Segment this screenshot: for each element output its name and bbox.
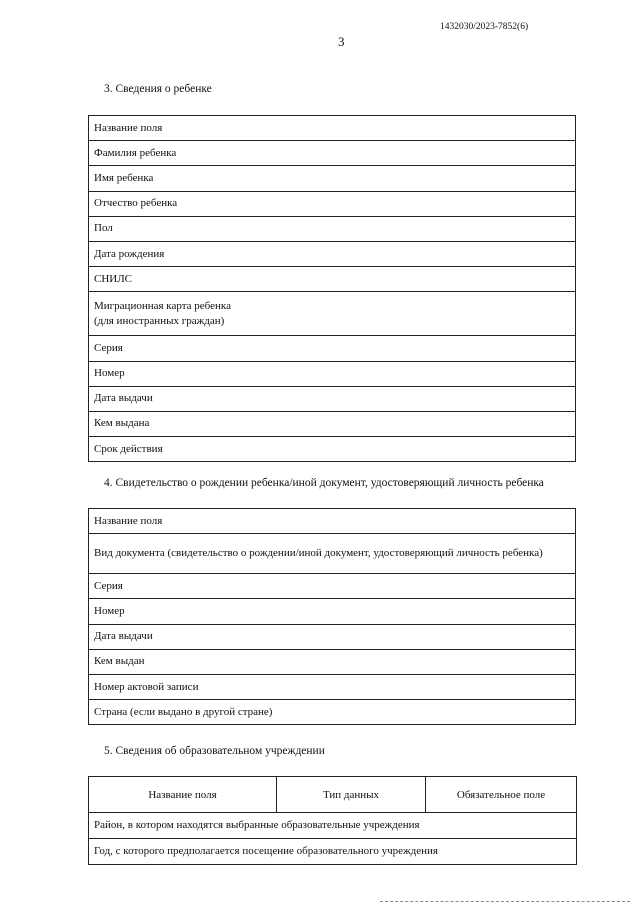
table-row — [89, 839, 577, 865]
field-label: Дата выдачи — [89, 386, 576, 411]
field-label: Кем выдана — [89, 411, 576, 436]
table-row — [89, 166, 576, 191]
column-header-data-type: Тип данных — [277, 777, 426, 813]
table-row — [89, 574, 576, 599]
field-label: Номер актовой записи — [89, 674, 576, 699]
field-label: Дата выдачи — [89, 624, 576, 649]
field-label: Отчество ребенка — [89, 191, 576, 216]
scan-artifact — [380, 897, 630, 902]
field-label: Страна (если выдано в другой стране) — [89, 700, 576, 725]
table-row — [89, 624, 576, 649]
field-label: Вид документа (свидетельство о рождении/иной документ, удостоверяющий личность ребенка) — [89, 534, 576, 574]
column-header-field-name: Название поля — [89, 777, 277, 813]
table-row — [89, 191, 576, 216]
table-row — [89, 411, 576, 436]
table-header-row — [89, 777, 577, 813]
table-row — [89, 813, 577, 839]
field-label: Фамилия ребенка — [89, 141, 576, 166]
field-label: Район, в котором находятся выбранные образовательные учреждения — [89, 813, 577, 839]
field-label: Серия — [89, 574, 576, 599]
table-row — [89, 534, 576, 574]
field-label: Номер — [89, 599, 576, 624]
field-label: Пол — [89, 216, 576, 241]
field-label: Номер — [89, 361, 576, 386]
table-row — [89, 336, 576, 361]
table-row — [89, 509, 576, 534]
field-label: Название поля — [89, 509, 576, 534]
table-row — [89, 216, 576, 241]
field-label: Год, с которого предполагается посещение образовательного учреждения — [89, 839, 577, 865]
field-label: Серия — [89, 336, 576, 361]
table-row — [89, 649, 576, 674]
table-row — [89, 267, 576, 292]
child-info-table — [88, 115, 576, 462]
table-row — [89, 674, 576, 699]
column-header-required: Обязательное поле — [426, 777, 577, 813]
educational-institution-table — [88, 776, 577, 865]
table-row — [89, 361, 576, 386]
field-label: Миграционная карта ребенка (для иностранных граждан) — [89, 292, 576, 336]
table-row — [89, 437, 576, 462]
document-number: 1432030/2023-7852(6) — [440, 22, 529, 32]
field-label: Имя ребенка — [89, 166, 576, 191]
page-number: 3 — [338, 34, 345, 49]
table-row — [89, 116, 576, 141]
table-row — [89, 241, 576, 266]
table-row — [89, 292, 576, 336]
field-label: Срок действия — [89, 437, 576, 462]
section-3-heading: 3. Сведения о ребенке — [104, 83, 212, 95]
field-label: Кем выдан — [89, 649, 576, 674]
table-row — [89, 599, 576, 624]
table-row — [89, 386, 576, 411]
section-5-heading: 5. Сведения об образовательном учреждении — [104, 745, 325, 757]
field-label: СНИЛС — [89, 267, 576, 292]
field-label: Название поля — [89, 116, 576, 141]
birth-certificate-table — [88, 508, 576, 725]
field-label: Дата рождения — [89, 241, 576, 266]
table-row — [89, 700, 576, 725]
table-row — [89, 141, 576, 166]
section-4-heading: 4. Свидетельство о рождении ребенка/иной документ, удостоверяющий личность ребенка — [104, 477, 544, 489]
